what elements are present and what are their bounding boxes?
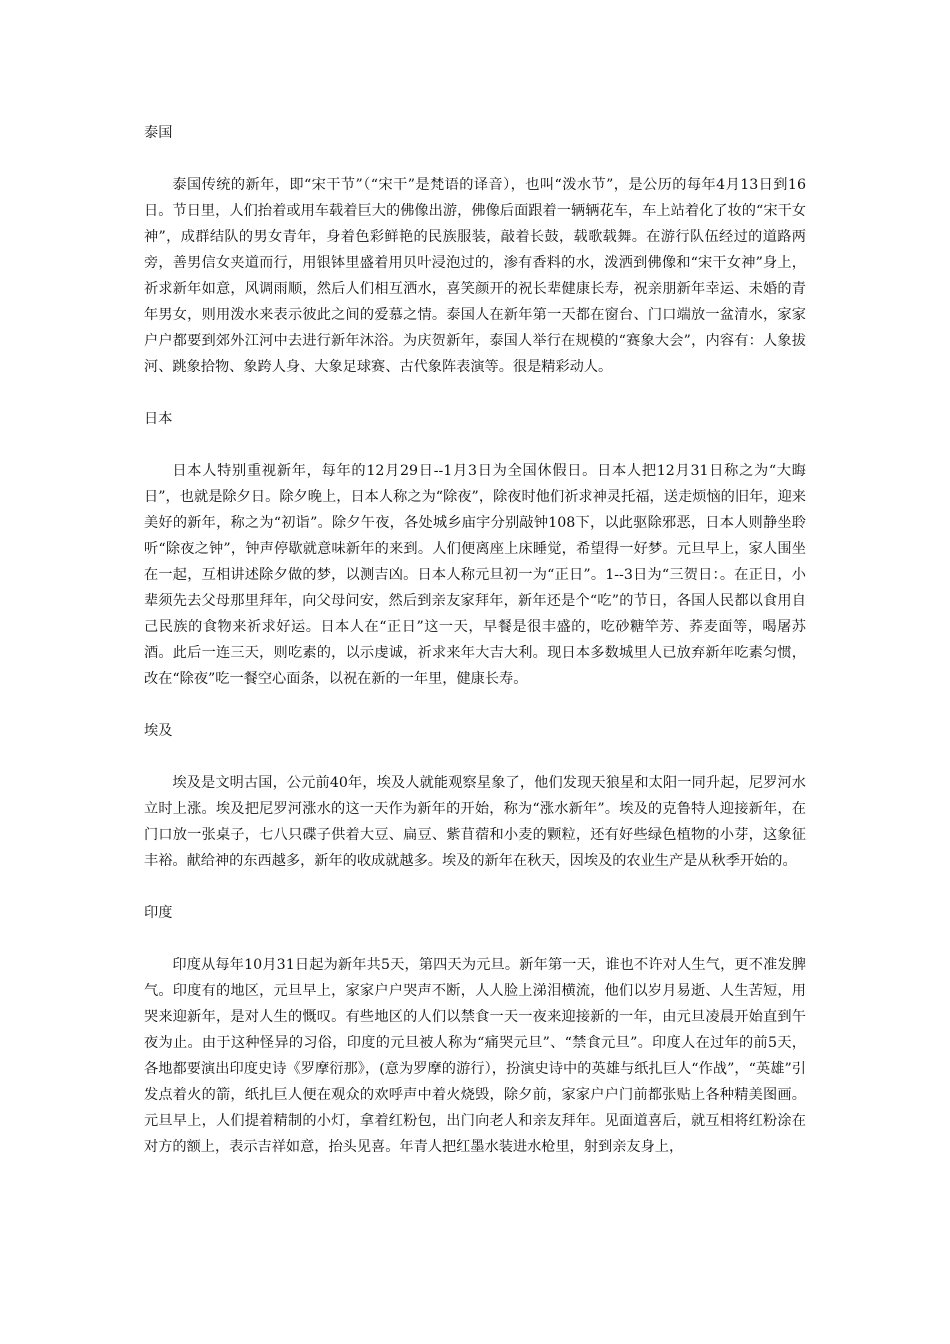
- section-heading-japan: 日本: [144, 411, 173, 427]
- section-paragraph-egypt: 埃及是文明古国，公元前40年，埃及人就能观察星象了，他们发现天狼星和太阳一同升起，尼罗河水立时上涨。埃及把尼罗河涨水的这一天作为新年的开始，称为“涨水新年”。埃及的克鲁特人迎接新年，在门口放一张桌子，七八只碟子供着大豆、扁豆、紫苜蓿和小麦的颗粒，还有好些绿色植物的小芽，这象征丰裕。献给神的东西越多，新年的收成就越多。埃及的新年在秋天，因埃及的农业生产是从秋季开始的。: [144, 775, 806, 869]
- section-heading-egypt: 埃及: [144, 723, 173, 739]
- section-heading-thailand: 泰国: [144, 125, 173, 141]
- section-heading-india: 印度: [144, 905, 173, 921]
- section-paragraph-india: 印度从每年10月31日起为新年共5天，第四天为元旦。新年第一天，谁也不许对人生气，更不准发脾气。印度有的地区，元旦早上，家家户户哭声不断，人人脸上涕泪横流，他们以岁月易逝、人生苦短，用哭来迎新年，是对人生的慨叹。有些地区的人们以禁食一天一夜来迎接新的一年，由元旦凌晨开始直到午夜为止。由于这种怪异的习俗，印度的元旦被人称为“痛哭元旦”、“禁食元旦”。印度人在过年的前5天，各地都要演出印度史诗《罗摩衍那》，(意为罗摩的游行），扮演史诗中的英雄与纸扎巨人“作战”，“英雄”引发点着火的箭，纸扎巨人便在观众的欢呼声中着火烧毁，除夕前，家家户户门前都张贴上各种精美图画。元旦早上，人们提着精制的小灯，拿着红粉包，出门向老人和亲友拜年。见面道喜后，就互相将红粉涂在对方的额上，表示吉祥如意，抬头见喜。年青人把红墨水装进水枪里，射到亲友身上，: [144, 957, 806, 1155]
- section-paragraph-thailand: 泰国传统的新年，即“宋干节”（“宋干”是梵语的译音），也叫“泼水节”，是公历的每年4月13日到16日。节日里，人们抬着或用车载着巨大的佛像出游，佛像后面跟着一辆辆花车，车上站着化了妆的“宋干女神”，成群结队的男女青年，身着色彩鲜艳的民族服装，敲着长鼓，载歌载舞。在游行队伍经过的道路两旁，善男信女夹道而行，用银钵里盛着用贝叶浸泡过的，渗有香料的水，泼洒到佛像和“宋干女神”身上，祈求新年如意，风调雨顺，然后人们相互洒水，喜笑颜开的祝长辈健康长寿，祝亲朋新年幸运、未婚的青年男女，则用泼水来表示彼此之间的爱慕之情。泰国人在新年第一天都在窗台、门口端放一盆清水，家家户户都要到郊外江河中去进行新年沐浴。为庆贺新年，泰国人举行在规模的“赛象大会”，内容有：人象拔河、跳象拾物、象跨人身、大象足球赛、古代象阵表演等。很是精彩动人。: [144, 177, 806, 375]
- document-body: [144, 120, 806, 1160]
- section-paragraph-japan: 日本人特别重视新年，每年的12月29日--1月3日为全国休假日。日本人把12月31日称之为“大晦日”，也就是除夕日。除夕晚上，日本人称之为“除夜”，除夜时他们祈求神灵托福，送走烦恼的旧年，迎来美好的新年，称之为“初诣”。除夕午夜，各处城乡庙宇分别敲钟108下，以此驱除邪恶，日本人则静坐聆听“除夜之钟”，钟声停歇就意味新年的来到。人们便离座上床睡觉，希望得一好梦。元旦早上，家人围坐在一起，互相讲述除夕做的梦，以测吉凶。日本人称元旦初一为“正日”。1--3日为“三贺日：。在正日，小辈须先去父母那里拜年，向父母问安，然后到亲友家拜年，新年还是个“吃”的节日，各国人民都以食用自己民族的食物来祈求好运。日本人在“正日”这一天，早餐是很丰盛的，吃砂糖竿芳、荞麦面等，喝屠苏酒。此后一连三天，则吃素的，以示虔诚，祈求来年大吉大利。现日本多数城里人已放弃新年吃素匀惯，改在“除夜”吃一餐空心面条，以祝在新的一年里，健康长寿。: [144, 463, 806, 687]
